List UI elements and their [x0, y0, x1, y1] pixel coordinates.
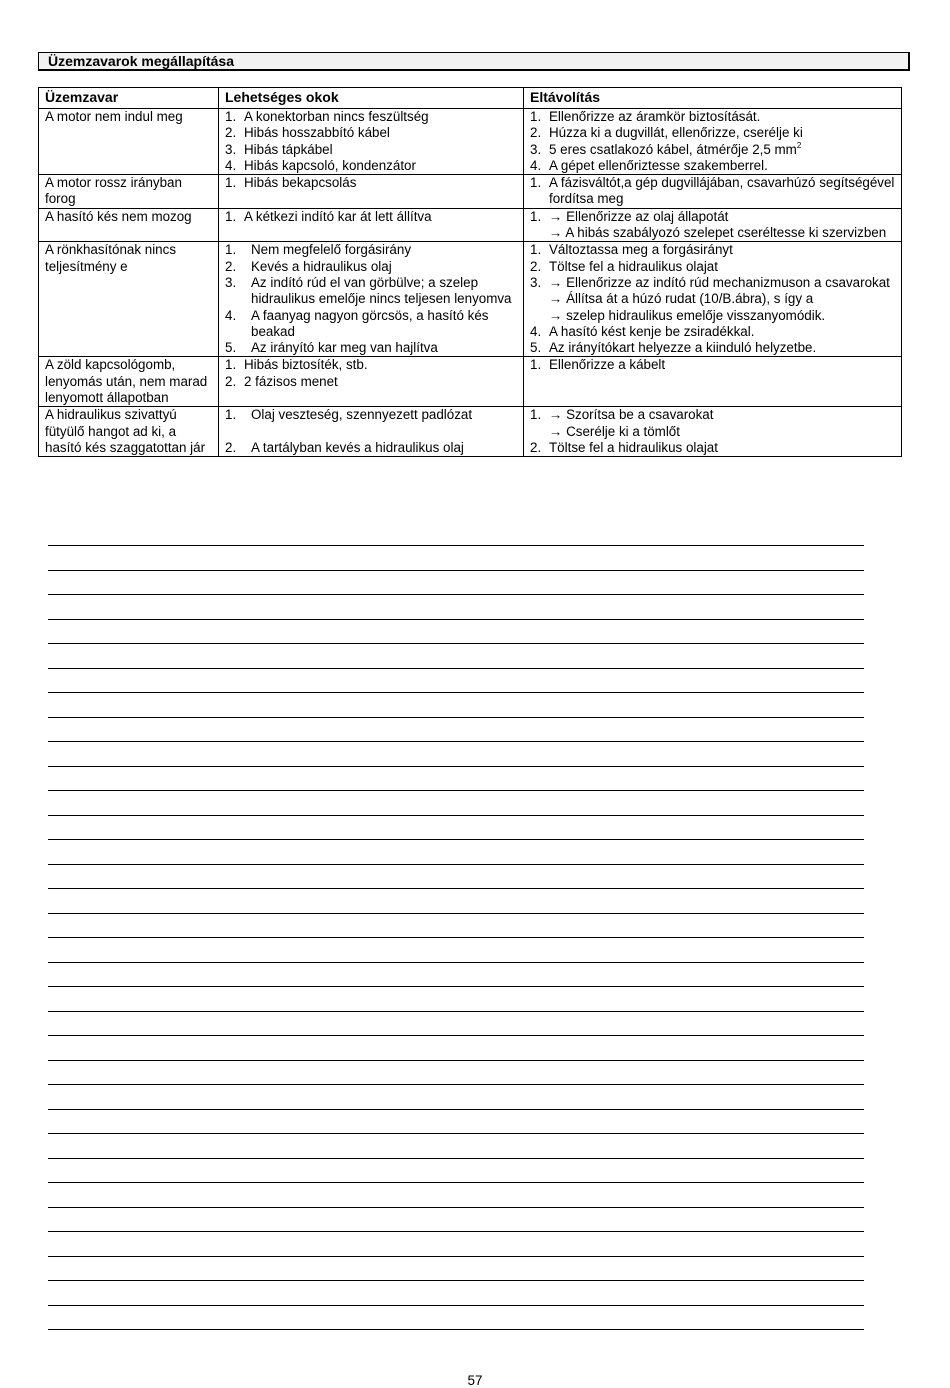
causes-cell [219, 208, 524, 242]
header-fault: Üzemzavar [39, 88, 219, 109]
remedy-item: 4. A hasító kést kenje be zsiradékkal. [530, 323, 755, 339]
cause-item: 1. A konektorban nincs feszültség [225, 109, 429, 124]
remedy-item: 1. A fázisváltót,a gép dugvillájában, csavarhúzó segítségével fordítsa meg [530, 175, 895, 207]
remedy-item: 3. → Ellenőrizze az indító rúd mechanizmuson a csavarokat [530, 274, 890, 290]
note-line [48, 962, 864, 963]
note-line [48, 1133, 864, 1134]
note-line [48, 1280, 864, 1281]
remedies-cell [524, 242, 902, 357]
remedies-cell [524, 175, 902, 209]
table-row [39, 357, 902, 407]
note-line [48, 1207, 864, 1208]
cause-item: 2. Kevés a hidraulikus olaj [225, 258, 392, 274]
note-line [48, 1182, 864, 1183]
cause-item: 2. Hibás hosszabbító kábel [225, 125, 390, 141]
remedies-cell [524, 208, 902, 242]
note-line [48, 1109, 864, 1110]
note-line [48, 1256, 864, 1257]
remedy-item: 2. Töltse fel a hidraulikus olajat [530, 258, 718, 274]
cause-item: 1. Hibás bekapcsolás [225, 175, 357, 191]
table-row [39, 109, 902, 175]
fault-cell: A motor nem indul meg [39, 109, 219, 175]
cause-item: 1. Nem megfelelő forgásirány [225, 242, 412, 258]
note-line [48, 741, 864, 742]
cause-item: 3. Az indító rúd el van görbülve; a szelep hidraulikus emelője nincs teljesen lenyomva [225, 274, 512, 307]
table-row [39, 407, 902, 457]
remedy-item: 1. → Szorítsa be a csavarokat [530, 407, 714, 423]
cause-item: 1. Olaj veszteség, szennyezett padlózat [225, 407, 473, 423]
fault-cell: A rönkhasítónak nincs teljesítmény e [39, 242, 219, 357]
cause-item: 2. 2 fázisos menet [225, 373, 338, 389]
remedy-item: 5. Az irányítókart helyezze a kiinduló helyzetbe. [530, 340, 817, 356]
note-line [48, 1329, 864, 1330]
cause-item: 4. A faanyag nagyon görcsös, a hasító kés beakad [225, 307, 489, 339]
remedies-cell [524, 357, 902, 407]
remedy-item: 1. Ellenőrizze a kábelt [530, 357, 666, 373]
remedy-item: 1. Ellenőrizze az áramkör biztosítását. [530, 109, 761, 124]
note-line [48, 913, 864, 914]
cause-item: 3. Hibás tápkábel [225, 141, 333, 157]
table-header-row [39, 88, 902, 109]
page-number: 57 [467, 1373, 483, 1388]
remedy-item: 4. A gépet ellenőriztesse szakemberrel. [530, 157, 768, 173]
cause-item [225, 424, 517, 440]
note-line [48, 570, 864, 571]
note-line [48, 1158, 864, 1159]
note-line [48, 864, 864, 865]
remedy-item: 1. Változtassa meg a forgásirányt [530, 242, 733, 258]
note-line [48, 839, 864, 840]
section-title: Üzemzavarok megállapítása [38, 52, 910, 71]
note-line [48, 1011, 864, 1012]
note-line [48, 790, 864, 791]
note-line [48, 1060, 864, 1061]
remedies-cell [524, 109, 902, 175]
note-line [48, 766, 864, 767]
troubleshooting-table [38, 87, 902, 457]
cause-item: 1. A kétkezi indító kar át lett állítva [225, 208, 432, 224]
remedy-item: 3. 5 eres csatlakozó kábel, átmérője 2,5 $mm^2$ [530, 140, 802, 157]
causes-cell [219, 175, 524, 209]
note-line [48, 1231, 864, 1232]
header-causes: Lehetséges okok [219, 88, 524, 109]
note-line [48, 1035, 864, 1036]
cause-item: 2. A tartályban kevés a hidraulikus olaj [225, 439, 464, 455]
causes-cell [219, 357, 524, 407]
table-row [39, 242, 902, 357]
remedy-item: → A hibás szabályozó szelepet cseréltesse ki szervizben [549, 225, 887, 241]
note-line [48, 1084, 864, 1085]
note-line [48, 594, 864, 595]
note-line [48, 545, 864, 546]
note-line [48, 692, 864, 693]
header-remedies: Eltávolítás [524, 88, 902, 109]
note-line [48, 1305, 864, 1306]
superscript: 2 [796, 140, 802, 150]
note-line [48, 888, 864, 889]
remedy-item: → Cserélje ki a tömlőt [549, 423, 680, 439]
note-line [48, 643, 864, 644]
causes-cell [219, 242, 524, 357]
remedy-item: → szelep hidraulikus emelője visszanyomódik. [549, 307, 826, 323]
cause-item: 4. Hibás kapcsoló, kondenzátor [225, 157, 416, 173]
remedies-cell [524, 407, 902, 457]
causes-cell [219, 407, 524, 457]
note-line [48, 717, 864, 718]
note-line [48, 619, 864, 620]
remedy-item: 2. Töltse fel a hidraulikus olajat [530, 439, 718, 455]
remedy-item: 2. Húzza ki a dugvillát, ellenőrizze, cserélje ki [530, 125, 803, 141]
table-row [39, 175, 902, 209]
note-line [48, 986, 864, 987]
note-line [48, 668, 864, 669]
causes-cell [219, 109, 524, 175]
cause-item: 5. Az irányító kar meg van hajlítva [225, 340, 438, 356]
remedy-item: 1. → Ellenőrizze az olaj állapotát [530, 208, 729, 224]
note-line [48, 937, 864, 938]
fault-cell: A hasító kés nem mozog [39, 208, 219, 242]
cause-item: 1. Hibás biztosíték, stb. [225, 357, 368, 373]
fault-cell: A zöld kapcsológomb, lenyomás után, nem marad lenyomott állapotban [39, 357, 219, 407]
remedy-item: → Állítsa át a húzó rudat (10/B.ábra), s így a [549, 291, 814, 307]
fault-cell: A hidraulikus szivattyú fütyülő hangot ad ki, a hasító kés szaggatottan jár [39, 407, 219, 457]
table-row [39, 208, 902, 242]
fault-cell: A motor rossz irányban forog [39, 175, 219, 209]
note-line [48, 815, 864, 816]
